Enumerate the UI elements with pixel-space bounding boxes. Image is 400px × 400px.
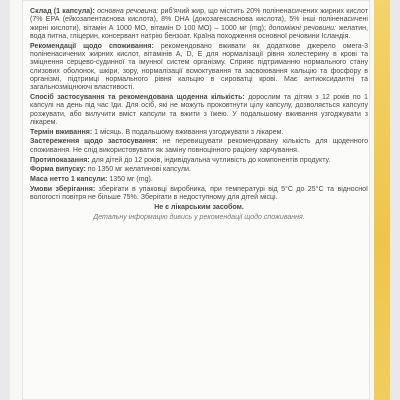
release-form-label: Форма випуску: — [30, 166, 86, 174]
warning-label: Застереження щодо застосування: — [30, 138, 158, 146]
dosage-text: дорослим та дітям з 12 років по 1 капсулі на день під час їди. Для осіб, які не можуть проковтнути цілу капсулу, дозволяється капсулу розжувати, або вилучити вміст капсули та вжити з їжею. У подальшому вживання узгоджувати з лікарем. — [30, 93, 368, 126]
warning-paragraph — [30, 138, 368, 155]
contraindications-text: для дітей до 12 років, індивідуальна чутливість до компонентів продукту. — [91, 156, 331, 164]
net-mass-paragraph — [30, 176, 368, 184]
yellow-edge-stripe — [374, 0, 390, 400]
contraindications-paragraph — [30, 157, 368, 165]
dosage-paragraph — [30, 94, 368, 127]
warning-text: не перевищувати рекомендовану кількість для щоденного споживання. Не слід використовувати як заміну повноцінного раціону харчування. — [30, 138, 369, 154]
active-substance-label: основна речовина: — [97, 8, 159, 15]
contraindications-label: Протипоказання: — [30, 156, 90, 164]
net-mass-label: Маса нетто 1 капсули: — [30, 176, 108, 184]
recommendations-paragraph — [30, 43, 368, 93]
dosage-label: Спосіб застосування та рекомендована щоденна кількість: — [30, 93, 245, 101]
excipients-text: желатин, вода питна, гліцерин, консервант натрію бензоат. Країна походження основної речовини Ісландія. — [30, 24, 368, 40]
storage-text: зберігати в упаковці виробника, при температурі від 5°С до 25°С та відносної вологості повітря не більше 75%. Зберігати в недоступному для дітей місці. — [30, 185, 368, 202]
duration-text: 1 місяць. В подальшому вживання узгоджувати з лікарем. — [94, 128, 284, 136]
active-substance-text: риб'ячий жир, що містить 20% поліненасичених жирних кислот (7% ЕРА (ейкозапентаєнова кислота), 8% DHA (докозагексаєнова кислота), 5% інші поліненасичені жирні кислоти), вітамін А 1000 МО, вітамін D 100 МО) – 1000 мг (mg); — [30, 8, 368, 32]
duration-paragraph — [30, 129, 368, 137]
recommendations-text: рекомендовано вживати як додаткове джерело омега-3 поліненасичених жирних кислот, вітамінів А, D, Е для нормалізації рівня холестерину в крові та зміцнення серцево-судинної та імунної систем організму. Сприяє підтриманню нормального стану слизових оболонок, шкіри, зору, нормалізації всмоктування та засвоювання кальцію та фосфору в організмі, підтримці нормального рівня кальцію в сироватці крові. Має антиоксидантні та загальнозміцнюючі властивості. — [30, 42, 368, 92]
product-box — [10, 0, 390, 400]
footer-note: Детальну інформацію дивись у рекомендації щодо споживання. — [93, 213, 305, 221]
label-text — [30, 8, 368, 224]
composition-label: Склад (1 капсула): — [30, 8, 95, 15]
storage-label: Умови зберігання: — [30, 185, 96, 193]
composition-paragraph — [30, 8, 368, 41]
duration-label: Термін вживання: — [30, 128, 93, 136]
recommendations-label: Рекомендації щодо споживання: — [30, 42, 154, 50]
net-mass-text: 1350 мг (mg). — [109, 176, 153, 184]
storage-paragraph — [30, 186, 368, 203]
excipients-label: допоміжні речовини: — [268, 24, 337, 32]
not-medicine-notice: Не є лікарським засобом. — [154, 204, 244, 212]
release-form-text: по 1350 мг желатинові капсули. — [87, 166, 191, 174]
release-form-paragraph — [30, 166, 368, 174]
